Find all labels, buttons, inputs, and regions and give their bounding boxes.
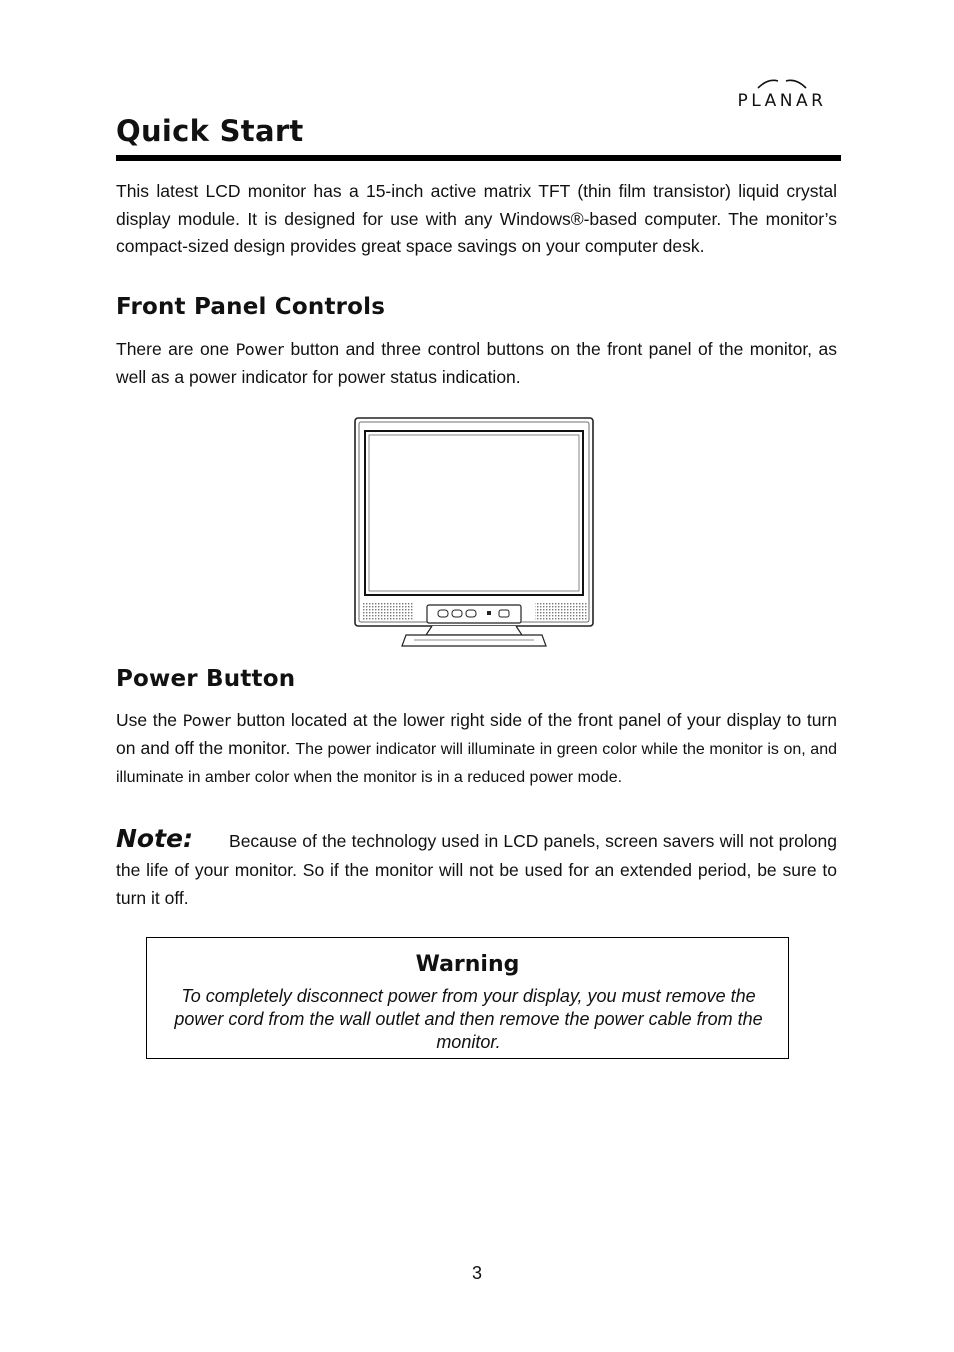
- power-indicator-text: The power indicator will illuminate in green color while the monitor is on, and illuminate in amber color when the monitor is in a reduced power mode.: [116, 740, 837, 786]
- monitor-illustration: [354, 417, 594, 649]
- power-button-paragraph: [116, 707, 837, 792]
- power-indicator: [487, 611, 491, 615]
- right-speaker-grille: [535, 602, 587, 620]
- logo-arc-icon: [754, 76, 810, 90]
- control-button-3: [466, 610, 476, 617]
- note-paragraph: [116, 825, 837, 913]
- power-button-heading: Power Button: [116, 666, 296, 692]
- warning-title: Warning: [415, 952, 520, 977]
- warning-box: [146, 937, 789, 1059]
- page-title: Quick Start: [116, 114, 304, 148]
- left-speaker-grille: [362, 602, 414, 620]
- power-button-text-1: Use the: [116, 710, 183, 730]
- front-panel-text-1: There are one: [116, 339, 236, 359]
- power-keyword: Power: [235, 340, 284, 359]
- front-panel-text-2: button and three control buttons on the front panel of the monitor, as well as a power indicator for power status indication.: [116, 339, 837, 387]
- monitor-base: [402, 635, 546, 646]
- front-panel-heading: Front Panel Controls: [116, 294, 386, 320]
- monitor-neck: [426, 626, 522, 635]
- note-text: Because of the technology used in LCD panels, screen savers will not prolong the life of your monitor. So if the monitor will not be used for an extended period, be sure to turn it off.: [116, 831, 837, 908]
- control-button-1: [438, 610, 448, 617]
- control-button-2: [452, 610, 462, 617]
- power-button-text-2: button located at the lower right side of the front panel of your display to turn on and off the monitor.: [116, 710, 837, 758]
- intro-paragraph: This latest LCD monitor has a 15-inch active matrix TFT (thin film transistor) liquid crystal display module. It is designed for use with any Windows®-based computer. The monitor’s compact-sized design provides great space savings on your computer desk.: [116, 181, 837, 256]
- front-panel-paragraph: [116, 336, 837, 391]
- monitor-screen: [365, 431, 583, 595]
- power-button-illustration: [499, 610, 509, 617]
- page-number: 3: [471, 1263, 482, 1283]
- planar-logo: [724, 76, 840, 116]
- power-keyword: Power: [182, 711, 231, 730]
- warning-text: To completely disconnect power from your display, you must remove the power cord from the wall outlet and then remove the power cable from the monitor.: [174, 986, 763, 1052]
- note-label: Note:: [116, 824, 194, 853]
- title-rule: [116, 155, 841, 161]
- logo-text: PLANAR: [737, 91, 827, 111]
